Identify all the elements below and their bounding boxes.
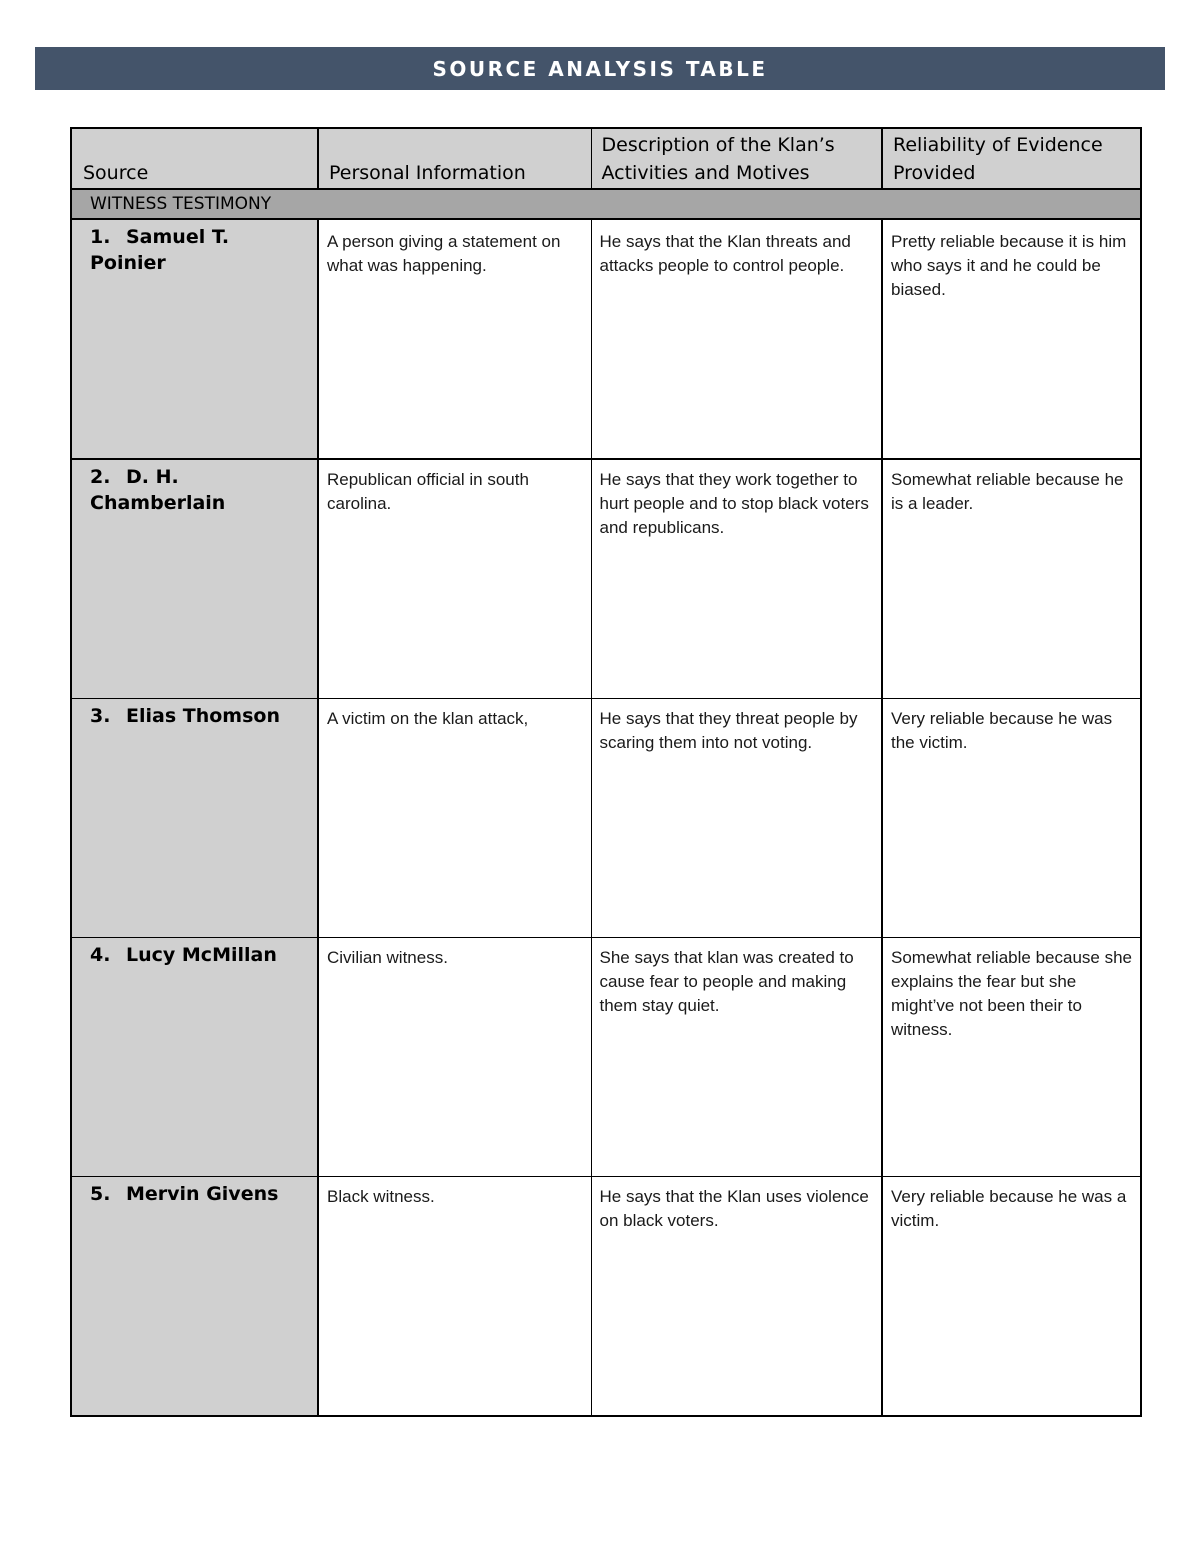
personal-information-cell: Civilian witness. xyxy=(318,938,591,1177)
table-row xyxy=(71,699,1141,938)
source-cell xyxy=(71,1177,318,1417)
table-row xyxy=(71,1177,1141,1417)
source-number: 4. xyxy=(90,944,111,966)
description-cell: She says that klan was created to cause fear to people and making them stay quiet. xyxy=(591,938,882,1177)
source-name: Lucy McMillan xyxy=(126,944,277,966)
source-name: D. H. Chamberlain xyxy=(90,466,226,514)
source-name: Mervin Givens xyxy=(126,1183,279,1205)
reliability-cell: Pretty reliable because it is him who says it and he could be biased. xyxy=(882,219,1141,459)
description-cell: He says that the Klan threats and attacks people to control people. xyxy=(591,219,882,459)
source-cell xyxy=(71,219,318,459)
page-title: SOURCE ANALYSIS TABLE xyxy=(35,47,1165,90)
description-cell: He says that they threat people by scaring them into not voting. xyxy=(591,699,882,938)
table-row xyxy=(71,219,1141,459)
section-row xyxy=(71,189,1141,219)
table-row xyxy=(71,459,1141,699)
reliability-cell: Somewhat reliable because he is a leader. xyxy=(882,459,1141,699)
source-name: Elias Thomson xyxy=(126,705,280,727)
table-row xyxy=(71,938,1141,1177)
description-cell: He says that they work together to hurt people and to stop black voters and republicans. xyxy=(591,459,882,699)
reliability-cell: Somewhat reliable because she explains the fear but she might’ve not been their to witness. xyxy=(882,938,1141,1177)
table-header-row xyxy=(71,128,1141,189)
source-cell xyxy=(71,938,318,1177)
personal-information-cell: A person giving a statement on what was happening. xyxy=(318,219,591,459)
header-reliability: Reliability of Evidence Provided xyxy=(882,128,1141,189)
source-number: 2. xyxy=(90,466,111,488)
header-description: Description of the Klan’s Activities and Motives xyxy=(591,128,882,189)
description-cell: He says that the Klan uses violence on black voters. xyxy=(591,1177,882,1417)
source-number: 1. xyxy=(90,226,111,248)
section-label: WITNESS TESTIMONY xyxy=(71,189,1141,219)
reliability-cell: Very reliable because he was a victim. xyxy=(882,1177,1141,1417)
personal-information-cell: A victim on the klan attack, xyxy=(318,699,591,938)
personal-information-cell: Black witness. xyxy=(318,1177,591,1417)
source-name: Samuel T. Poinier xyxy=(90,226,230,274)
source-cell xyxy=(71,699,318,938)
source-analysis-table xyxy=(70,127,1142,1417)
header-source: Source xyxy=(71,128,318,189)
source-number: 5. xyxy=(90,1183,111,1205)
source-cell xyxy=(71,459,318,699)
personal-information-cell: Republican official in south carolina. xyxy=(318,459,591,699)
source-number: 3. xyxy=(90,705,111,727)
header-personal-information: Personal Information xyxy=(318,128,591,189)
reliability-cell: Very reliable because he was the victim. xyxy=(882,699,1141,938)
